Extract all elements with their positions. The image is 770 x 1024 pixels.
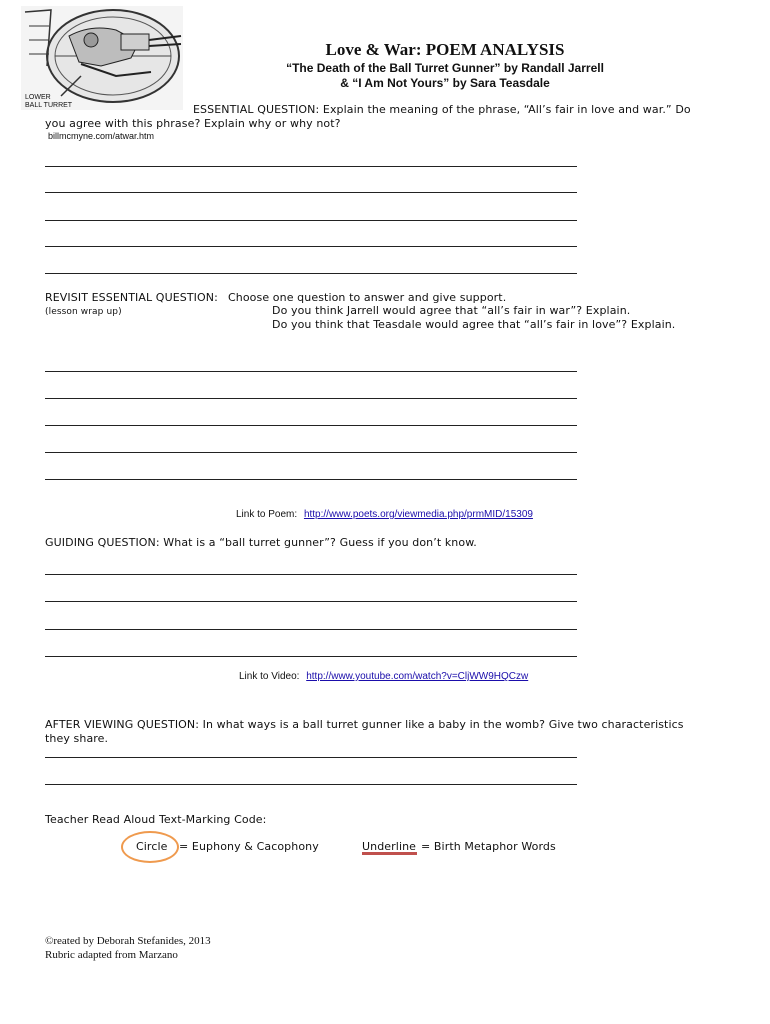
page-subtitle-2: & “I Am Not Yours” by Sara Teasdale <box>340 76 550 90</box>
essential-question-line1: ESSENTIAL QUESTION: Explain the meaning of the phrase, “All’s fair in love and war.” Do <box>193 103 691 116</box>
answer-line[interactable] <box>45 273 577 274</box>
essential-question-line2: you agree with this phrase? Explain why or why not? <box>45 117 341 130</box>
poem-link[interactable]: http://www.poets.org/viewmedia.php/prmMID/15309 <box>303 509 533 520</box>
answer-line[interactable] <box>45 656 577 657</box>
answer-line[interactable] <box>45 629 577 630</box>
marking-code-heading: Teacher Read Aloud Text-Marking Code: <box>45 813 267 826</box>
revisit-option-1: Do you think Jarrell would agree that “all’s fair in war”? Explain. <box>272 304 631 317</box>
revisit-label: REVISIT ESSENTIAL QUESTION: <box>45 291 218 304</box>
answer-line[interactable] <box>45 784 577 785</box>
answer-line[interactable] <box>45 601 577 602</box>
underline-word: Underline <box>362 840 417 853</box>
page-subtitle-1: “The Death of the Ball Turret Gunner” by Randall Jarrell <box>286 61 604 75</box>
illustration-label-2: BALL TURRET <box>25 102 73 109</box>
answer-line[interactable] <box>45 398 577 399</box>
revisit-note: (lesson wrap up) <box>45 307 122 317</box>
answer-line[interactable] <box>45 757 577 758</box>
footer-credit: ©reated by Deborah Stefanides, 2013 <box>45 935 211 947</box>
after-viewing-line1: AFTER VIEWING QUESTION: In what ways is a ball turret gunner like a baby in the womb? Give two characteristics <box>45 718 684 731</box>
circle-description: = Euphony & Cacophony <box>179 840 319 853</box>
answer-line[interactable] <box>45 452 577 453</box>
footer-rubric: Rubric adapted from Marzano <box>45 949 178 961</box>
ball-turret-illustration <box>21 6 183 110</box>
answer-line[interactable] <box>45 246 577 247</box>
ball-turret-drawing <box>21 6 183 110</box>
revisit-option-2: Do you think that Teasdale would agree that “all’s fair in love”? Explain. <box>272 318 676 331</box>
answer-line[interactable] <box>45 166 577 167</box>
video-link-row <box>239 671 528 682</box>
answer-line[interactable] <box>45 479 577 480</box>
underline-marker <box>362 852 417 855</box>
essential-source: billmcmyne.com/atwar.htm <box>48 131 155 141</box>
poem-link-row <box>236 509 533 520</box>
after-viewing-line2: they share. <box>45 732 109 745</box>
poem-link-label: Link to Poem: <box>236 509 298 520</box>
circle-word: Circle <box>136 840 168 853</box>
answer-line[interactable] <box>45 192 577 193</box>
video-link-label: Link to Video: <box>239 671 300 682</box>
guiding-question: GUIDING QUESTION: What is a “ball turret gunner”? Guess if you don’t know. <box>45 536 477 549</box>
answer-line[interactable] <box>45 371 577 372</box>
revisit-prompt: Choose one question to answer and give support. <box>228 291 507 304</box>
illustration-label-1: LOWER <box>25 94 51 101</box>
page-title: Love & War: POEM ANALYSIS <box>325 40 565 59</box>
video-link[interactable]: http://www.youtube.com/watch?v=CljWW9HQCzw <box>306 671 529 682</box>
answer-line[interactable] <box>45 220 577 221</box>
answer-line[interactable] <box>45 574 577 575</box>
answer-line[interactable] <box>45 425 577 426</box>
underline-description: = Birth Metaphor Words <box>421 840 556 853</box>
